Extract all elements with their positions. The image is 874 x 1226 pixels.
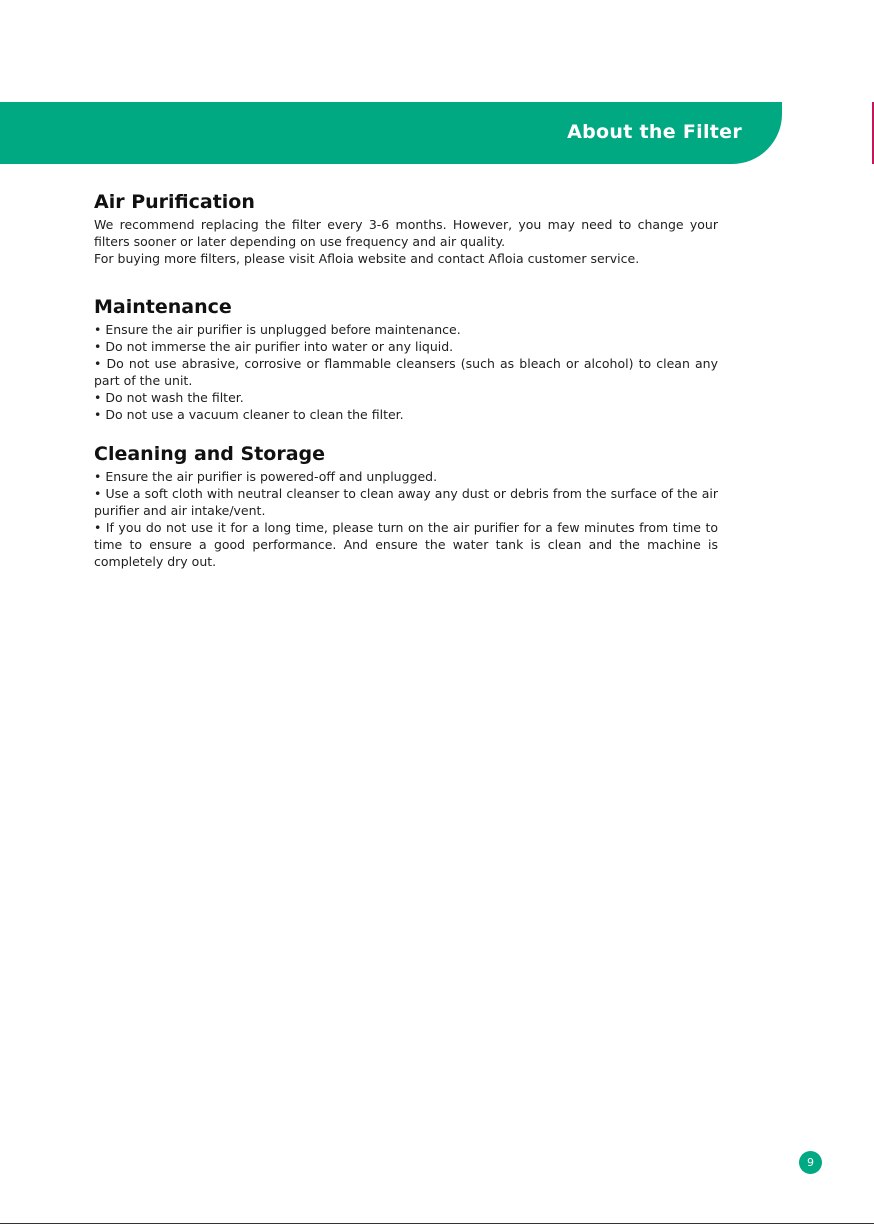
paragraph: For buying more filters, please visit Afloia website and contact Afloia customer service.: [94, 251, 640, 266]
page-number-badge: 9: [799, 1151, 822, 1174]
bullet-item: • Do not use abrasive, corrosive or flammable cleansers (such as bleach or alcohol) to clean any part of the unit.: [94, 356, 718, 388]
bullet-item: • Do not immerse the air purifier into water or any liquid.: [94, 339, 454, 354]
section-maintenance: [94, 296, 718, 423]
section-air-purification: [94, 191, 718, 267]
bottom-rule: [0, 1223, 874, 1224]
bullet-item: • If you do not use it for a long time, please turn on the air purifier for a few minutes from time to time to ensure a good performance. And ensure the water tank is clean and the machine is completely dry out.: [94, 520, 718, 569]
bullet-item: • Ensure the air purifier is unplugged before maintenance.: [94, 322, 461, 337]
section-heading: Air Purification: [94, 191, 255, 213]
section-heading: Cleaning and Storage: [94, 443, 326, 465]
bullet-item: • Do not use a vacuum cleaner to clean the filter.: [94, 407, 404, 422]
section-cleaning-storage: [94, 443, 718, 570]
bullet-item: • Use a soft cloth with neutral cleanser to clean away any dust or debris from the surface of the air purifier and air intake/vent.: [94, 486, 718, 518]
page-title: About the Filter: [567, 121, 742, 143]
header-band: [0, 102, 782, 164]
section-heading: Maintenance: [94, 296, 232, 318]
paragraph: We recommend replacing the filter every 3-6 months. However, you may need to change your filters sooner or later depending on use frequency and air quality.: [94, 217, 718, 249]
bullet-item: • Do not wash the filter.: [94, 390, 244, 405]
bullet-item: • Ensure the air purifier is powered-off and unplugged.: [94, 469, 438, 484]
